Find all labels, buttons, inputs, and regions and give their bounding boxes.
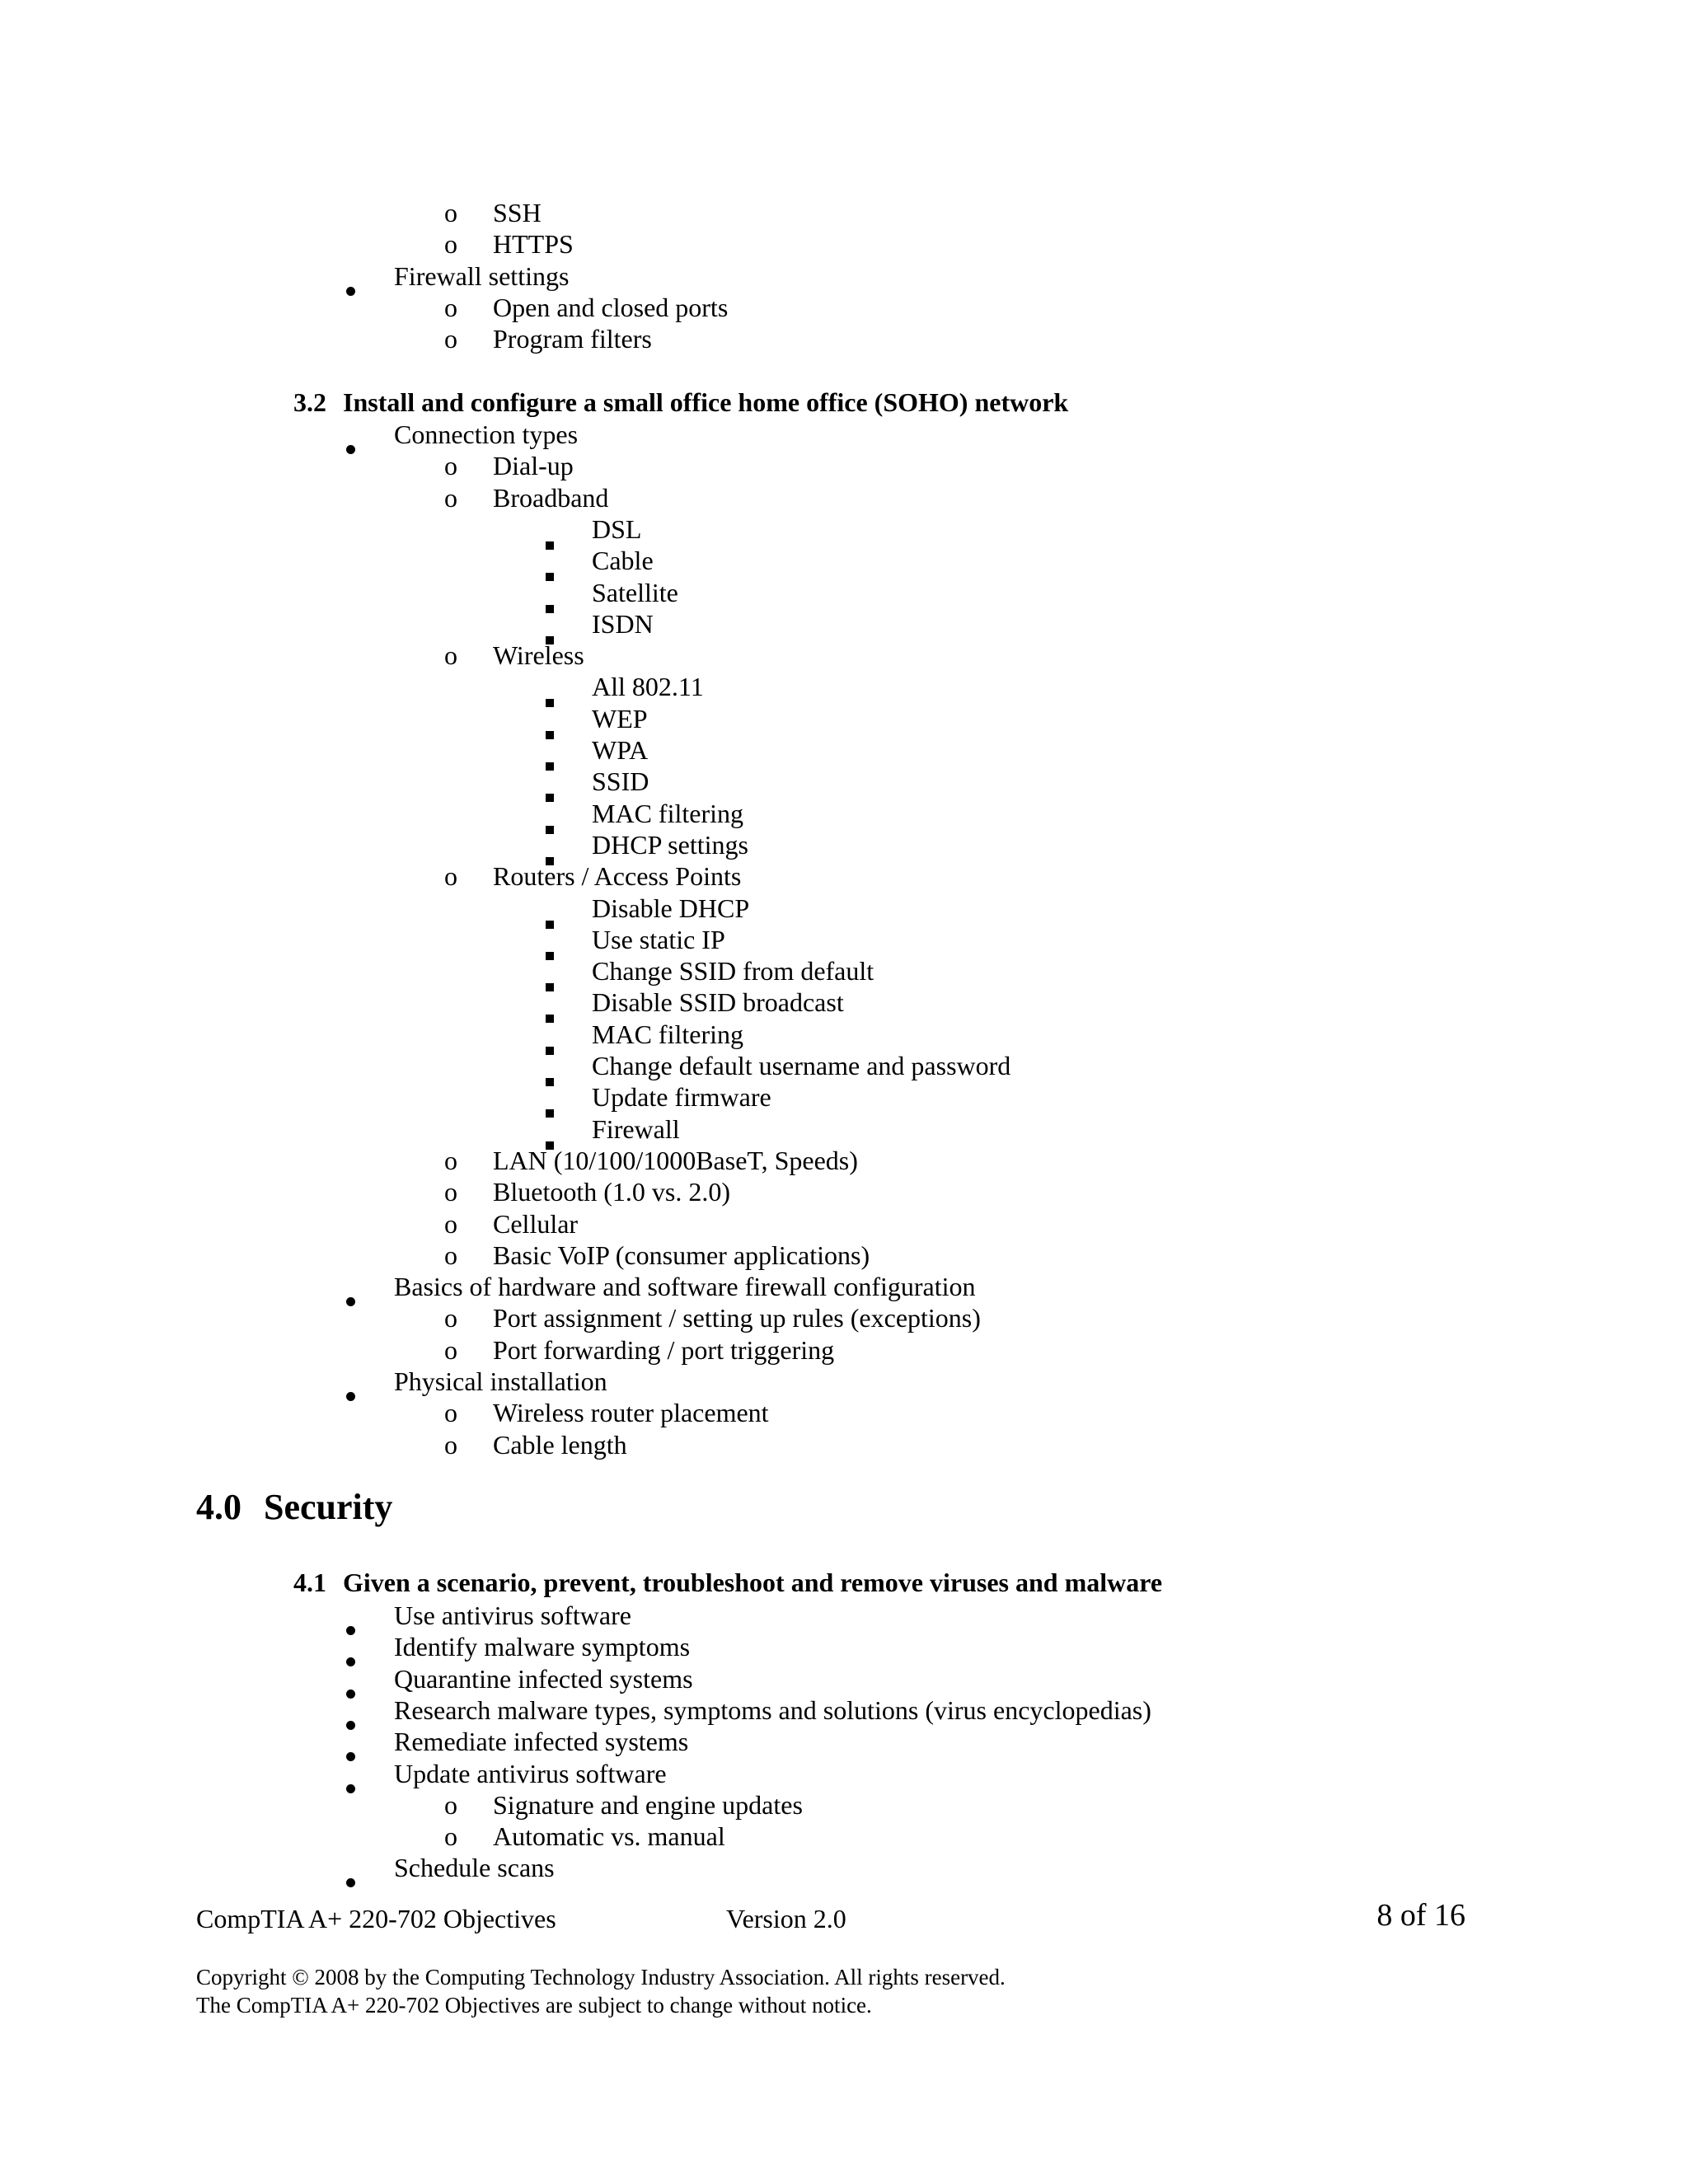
- circle-bullet-icon: o: [444, 640, 457, 671]
- square-bullet-icon: [544, 766, 552, 797]
- square-bullet-icon: [544, 1113, 552, 1145]
- circle-bullet-icon: o: [444, 198, 457, 227]
- list-item-text: Dial-up: [493, 451, 574, 481]
- list-item-text: DHCP settings: [592, 829, 748, 860]
- circle-bullet-icon: o: [444, 1334, 457, 1365]
- bullet-icon: [345, 260, 354, 292]
- list-item-text: Update firmware: [592, 1082, 771, 1113]
- list-item-text: Change SSID from default: [592, 956, 874, 987]
- bullet-icon: [345, 1271, 354, 1302]
- list-item-text: Schedule scans: [394, 1853, 555, 1883]
- square-bullet-icon: [544, 513, 552, 545]
- subsection-number: 4.1: [293, 1568, 326, 1597]
- bullet-icon: [345, 1758, 354, 1789]
- list-item-text: Cable: [592, 546, 654, 576]
- list-item-text: MAC filtering: [592, 1019, 743, 1049]
- bullet-icon: [345, 419, 354, 450]
- square-bullet-icon: [544, 1050, 552, 1081]
- list-item-text: Broadband: [493, 482, 609, 513]
- bullet-dot: [346, 1392, 355, 1401]
- circle-bullet-icon: o: [444, 482, 457, 513]
- list-item-text: Satellite: [592, 577, 678, 607]
- subsection-number: 3.2: [293, 387, 326, 417]
- square-bullet-icon: [544, 1019, 552, 1050]
- square-bullet-icon: [544, 734, 552, 766]
- section-number: 4.0: [196, 1487, 241, 1527]
- copyright-line: Copyright © 2008 by the Computing Technology Industry Association. All rights reserved.: [196, 1965, 1006, 1990]
- list-item-text: Use antivirus software: [394, 1601, 631, 1630]
- circle-bullet-icon: o: [444, 1240, 457, 1270]
- square-bullet-icon: [544, 924, 552, 955]
- bullet-dot: [346, 1297, 355, 1306]
- bullet-dot: [346, 445, 355, 454]
- square-bullet-icon: [544, 955, 552, 987]
- list-item-text: Cellular: [493, 1208, 579, 1239]
- list-item-text: Signature and engine updates: [493, 1789, 803, 1820]
- square-bullet-icon: [544, 893, 552, 924]
- list-item-text: All 802.11: [592, 672, 704, 702]
- square-bullet-icon: [544, 671, 552, 702]
- list-item-text: SSID: [592, 766, 649, 797]
- page-footer: [196, 1900, 1465, 1937]
- list-item-text: Wireless router placement: [493, 1398, 769, 1428]
- list-item-text: Automatic vs. manual: [493, 1821, 725, 1852]
- list-item-text: Connection types: [394, 419, 579, 449]
- bullet-icon: [345, 1852, 354, 1883]
- circle-bullet-icon: o: [444, 861, 457, 892]
- circle-bullet-icon: o: [444, 1208, 457, 1239]
- bullet-icon: [345, 1631, 354, 1662]
- list-item-text: Basics of hardware and software firewall configuration: [394, 1272, 976, 1302]
- list-item-text: ISDN: [592, 608, 654, 639]
- circle-bullet-icon: o: [444, 1789, 457, 1820]
- list-item-text: Port forwarding / port triggering: [493, 1334, 835, 1365]
- list-item-text: Program filters: [493, 324, 652, 354]
- list-item-text: Quarantine infected systems: [394, 1663, 693, 1694]
- change-notice-line: The CompTIA A+ 220-702 Objectives are subject to change without notice.: [196, 1993, 872, 2018]
- square-bullet-icon: [544, 829, 552, 860]
- circle-bullet-icon: o: [444, 1303, 457, 1333]
- square-bullet-icon: [544, 798, 552, 829]
- bullet-dot: [346, 1784, 355, 1793]
- circle-bullet-icon: o: [444, 1145, 457, 1175]
- bullet-icon: [345, 1694, 354, 1726]
- bullet-icon: [345, 1663, 354, 1694]
- circle-bullet-icon: o: [444, 1429, 457, 1460]
- list-item-text: Routers / Access Points: [493, 861, 742, 892]
- subsection-title: Install and configure a small office home office (SOHO) network: [343, 387, 1069, 417]
- square-bullet-icon: [544, 545, 552, 576]
- list-item-text: Remediate infected systems: [394, 1727, 689, 1757]
- square-bullet-icon: [544, 1081, 552, 1113]
- bullet-icon: [345, 1366, 354, 1397]
- list-item-text: Disable SSID broadcast: [592, 987, 844, 1018]
- list-item-text: Disable DHCP: [592, 893, 750, 923]
- list-item-text: MAC filtering: [592, 798, 743, 828]
- bullet-dot: [346, 1878, 355, 1887]
- list-item-text: SSH: [493, 198, 542, 227]
- list-item-text: DSL: [592, 513, 642, 544]
- square-bullet-icon: [544, 703, 552, 734]
- list-item-text: Wireless: [493, 640, 584, 671]
- list-item-text: Cable length: [493, 1429, 627, 1460]
- square-bullet-icon: [544, 987, 552, 1018]
- section-title: Security: [264, 1487, 393, 1527]
- list-item-text: Identify malware symptoms: [394, 1632, 691, 1662]
- list-item-text: Bluetooth (1.0 vs. 2.0): [493, 1177, 730, 1207]
- bullet-icon: [345, 1726, 354, 1757]
- square-bullet-icon: [544, 577, 552, 608]
- circle-bullet-icon: o: [444, 324, 457, 354]
- circle-bullet-icon: o: [444, 1398, 457, 1428]
- bullet-icon: [345, 1600, 354, 1631]
- list-item-text: Change default username and password: [592, 1051, 1011, 1080]
- list-item-text: Research malware types, symptoms and solutions (virus encyclopedias): [394, 1694, 1151, 1725]
- circle-bullet-icon: o: [444, 292, 457, 322]
- circle-bullet-icon: o: [444, 451, 457, 481]
- footer-document-title: CompTIA A+ 220-702 Objectives: [196, 1904, 556, 1933]
- list-item-text: WPA: [592, 735, 649, 765]
- list-item-text: Use static IP: [592, 924, 725, 954]
- subsection-title: Given a scenario, prevent, troubleshoot and remove viruses and malware: [343, 1568, 1163, 1597]
- circle-bullet-icon: o: [444, 1821, 457, 1852]
- page-number: 8 of 16: [1376, 1898, 1465, 1933]
- bullet-dot: [346, 287, 355, 296]
- list-item-text: LAN (10/100/1000BaseT, Speeds): [493, 1145, 858, 1175]
- list-item-text: Open and closed ports: [493, 292, 729, 322]
- copyright-notice: [196, 1963, 1006, 2019]
- list-item-text: Firewall: [592, 1113, 680, 1144]
- list-item-text: Basic VoIP (consumer applications): [493, 1240, 870, 1270]
- circle-bullet-icon: o: [444, 229, 457, 260]
- square-bullet-icon: [544, 608, 552, 640]
- footer-version: Version 2.0: [726, 1904, 846, 1933]
- list-item-text: Port assignment / setting up rules (exceptions): [493, 1303, 981, 1333]
- circle-bullet-icon: o: [444, 1177, 457, 1207]
- list-item-text: HTTPS: [493, 229, 574, 260]
- list-item-text: Update antivirus software: [394, 1758, 667, 1788]
- list-item-text: Firewall settings: [394, 260, 570, 291]
- list-item-text: WEP: [592, 703, 648, 733]
- list-item-text: Physical installation: [394, 1366, 607, 1396]
